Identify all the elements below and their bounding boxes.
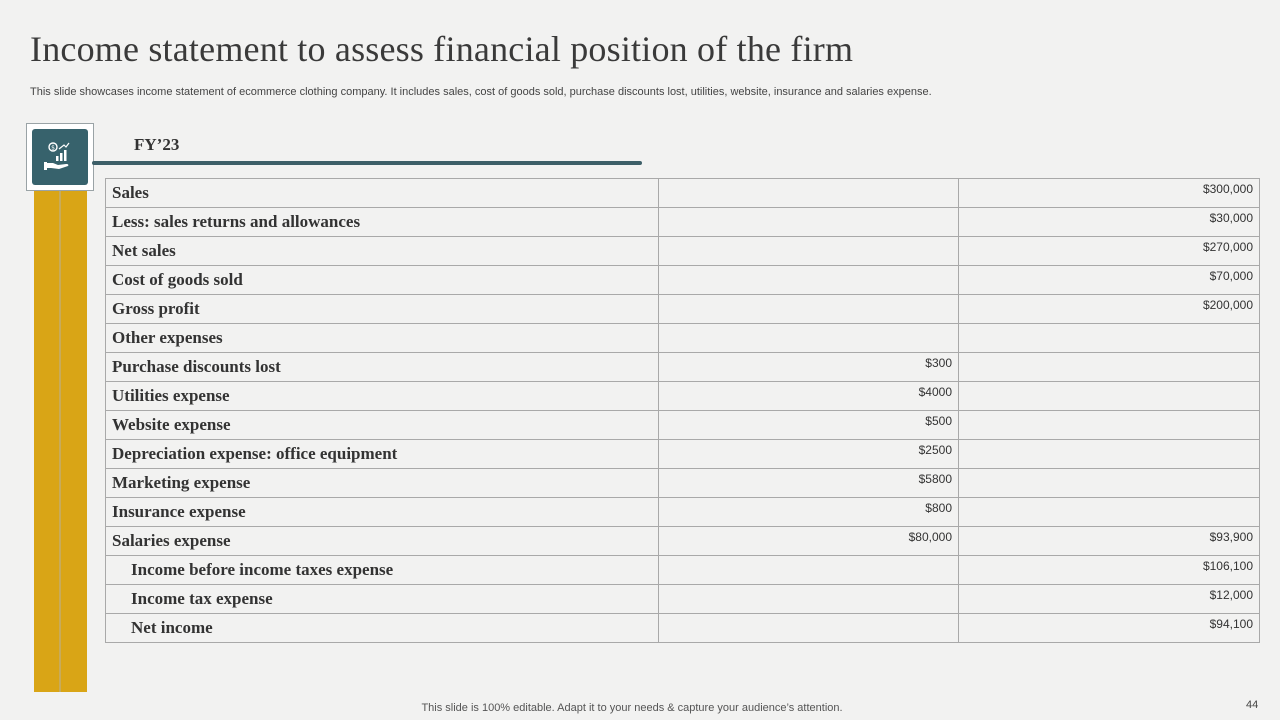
line-item-detail-cell [659,614,959,643]
line-item-label: Utilities expense [106,382,659,411]
line-item-total-amount: $30,000 [1209,211,1253,225]
line-item-detail-cell [659,527,959,556]
line-item-detail-cell [659,382,959,411]
line-item-total-amount: $200,000 [1202,298,1253,312]
line-item-total-amount: $94,100 [1209,617,1253,631]
income-statement-body [106,179,1260,643]
line-item-label: Income tax expense [106,585,659,614]
line-item-total-cell [959,353,1260,382]
line-item-detail-amount: $800 [925,501,952,515]
line-item-detail-cell [659,585,959,614]
page-number: 44 [1246,699,1259,711]
line-item-total-amount: $70,000 [1209,269,1253,283]
table-row [106,324,1260,353]
line-item-label: Income before income taxes expense [106,556,659,585]
line-item-total-cell [959,585,1260,614]
line-item-label: Website expense [106,411,659,440]
icon-frame [26,123,94,191]
line-item-label: Gross profit [106,295,659,324]
line-item-detail-amount: $500 [925,414,952,428]
line-item-total-cell [959,469,1260,498]
line-item-detail-cell [659,295,959,324]
table-row [106,179,1260,208]
line-item-detail-amount: $5800 [918,472,952,486]
line-item-detail-amount: $4000 [918,385,952,399]
slide-title: Income statement to assess financial position of the firm [30,29,854,69]
line-item-total-amount: $300,000 [1202,182,1253,196]
line-item-detail-cell [659,556,959,585]
table-row [106,469,1260,498]
line-item-total-cell [959,208,1260,237]
footer-note [0,702,1280,714]
line-item-total-cell [959,614,1260,643]
slide-subtitle: This slide showcases income statement of ecommerce clothing company. It includes sales, cost of goods sold, purchase discounts lost, utilities, website, insurance and salaries expense. [30,86,932,98]
line-item-total-amount: $12,000 [1209,588,1253,602]
table-row [106,237,1260,266]
line-item-total-cell [959,440,1260,469]
line-item-label: Less: sales returns and allowances [106,208,659,237]
line-item-detail-cell [659,353,959,382]
line-item-total-cell [959,266,1260,295]
line-item-detail-amount: $2500 [918,443,952,457]
income-statement-table [105,178,1260,643]
line-item-total-cell [959,411,1260,440]
fiscal-year-label: FY’23 [134,135,180,154]
line-item-total-cell [959,382,1260,411]
table-row [106,295,1260,324]
table-row [106,208,1260,237]
line-item-total-cell [959,295,1260,324]
table-row [106,353,1260,382]
line-item-detail-cell [659,411,959,440]
line-item-detail-cell [659,208,959,237]
gold-accent-divider [59,186,61,692]
line-item-label: Salaries expense [106,527,659,556]
line-item-total-cell [959,179,1260,208]
line-item-total-cell [959,556,1260,585]
line-item-detail-cell [659,179,959,208]
line-item-total-cell [959,498,1260,527]
line-item-label: Purchase discounts lost [106,353,659,382]
line-item-detail-amount: $80,000 [908,530,952,544]
line-item-total-amount: $270,000 [1202,240,1253,254]
table-row [106,585,1260,614]
table-row [106,498,1260,527]
line-item-label: Marketing expense [106,469,659,498]
table-row [106,556,1260,585]
table-row [106,411,1260,440]
line-item-detail-amount: $300 [925,356,952,370]
line-item-label: Net sales [106,237,659,266]
line-item-total-amount: $93,900 [1209,530,1253,544]
line-item-total-cell [959,324,1260,353]
line-item-detail-cell [659,469,959,498]
line-item-label: Other expenses [106,324,659,353]
line-item-detail-cell [659,237,959,266]
line-item-label: Cost of goods sold [106,266,659,295]
line-item-detail-cell [659,324,959,353]
line-item-total-cell [959,527,1260,556]
line-item-detail-cell [659,498,959,527]
line-item-detail-cell [659,440,959,469]
line-item-total-cell [959,237,1260,266]
table-row [106,266,1260,295]
line-item-label: Depreciation expense: office equipment [106,440,659,469]
line-item-label: Sales [106,179,659,208]
svg-text:$: $ [51,144,55,152]
table-row [106,382,1260,411]
table-row [106,440,1260,469]
line-item-label: Net income [106,614,659,643]
line-item-total-amount: $106,100 [1202,559,1253,573]
table-row [106,527,1260,556]
hand-money-growth-icon [32,129,88,185]
footer-note-text: This slide is 100% editable. Adapt it to your needs & capture your audience’s attention. [421,702,843,714]
line-item-detail-cell [659,266,959,295]
line-item-label: Insurance expense [106,498,659,527]
fiscal-year-underline [92,161,642,165]
table-row [106,614,1260,643]
